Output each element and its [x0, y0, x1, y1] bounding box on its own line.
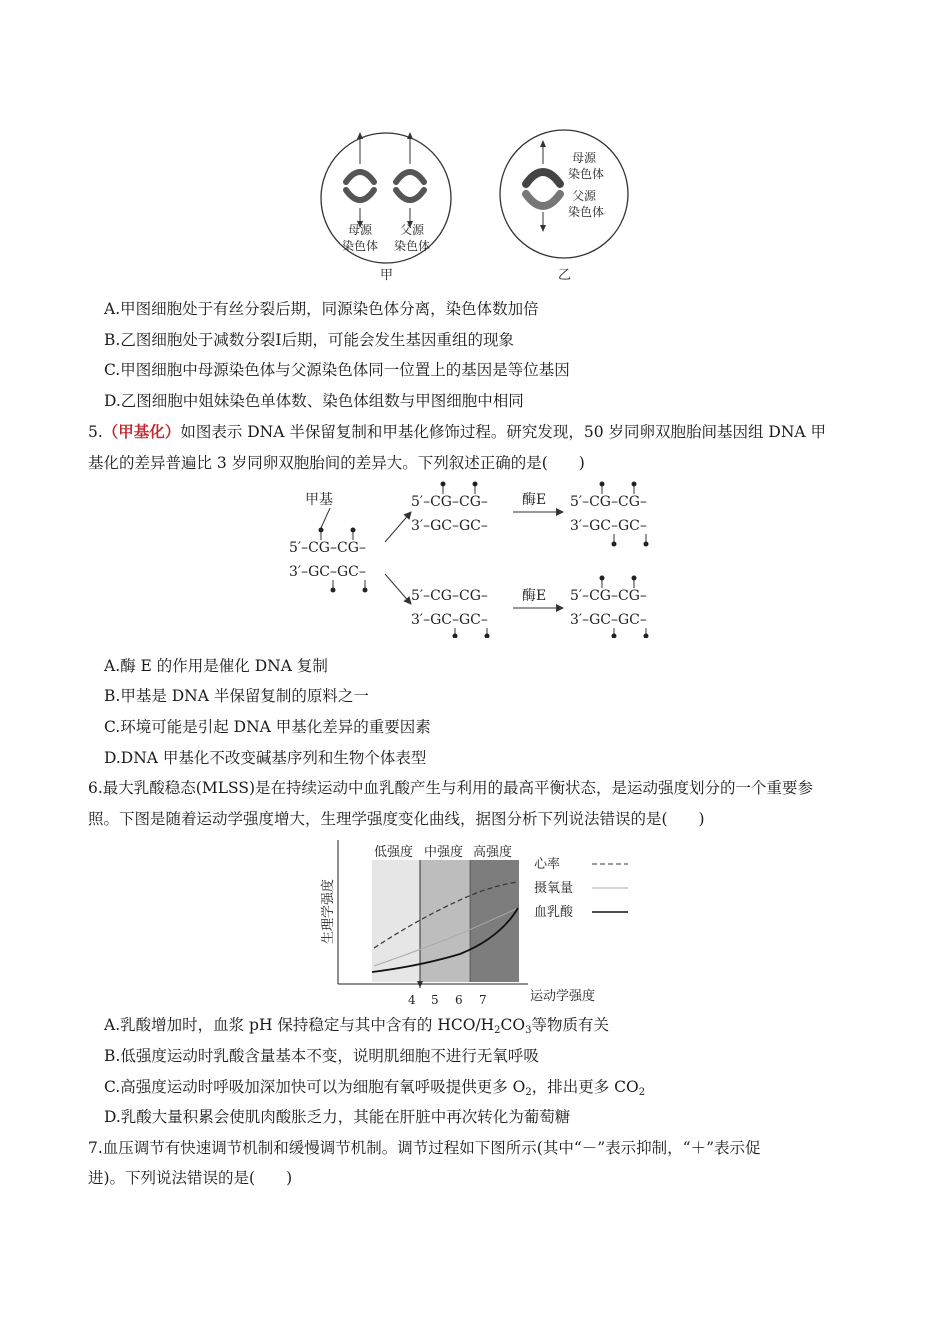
enzyme-label-bottom: 酶E	[522, 588, 547, 604]
q6-option-c-sub1: 2	[525, 1087, 532, 1098]
q6-option-c	[104, 1075, 645, 1098]
q7-stem-line2: 进)。下列说法错误的是( )	[88, 1169, 293, 1187]
yi-label: 乙	[558, 268, 572, 283]
methyl-label: 甲基	[305, 492, 333, 508]
yi-paternal-label-1: 父源	[572, 189, 597, 203]
top-daughter-strand-5: 5′–CG–CG–	[411, 494, 488, 510]
legend-oxygen-uptake: 摄氧量	[534, 881, 574, 896]
cell-jia	[321, 133, 451, 263]
q6-option-c-text2: ，排出更多 CO	[531, 1078, 639, 1096]
q6-option-c-text1: C.高强度运动时呼吸加深加快可以为细胞有氧呼吸提供更多 O	[104, 1078, 526, 1096]
yi-paternal-label-2: 染色体	[568, 205, 605, 219]
cell-division-figure	[318, 124, 638, 289]
bottom-product-strand-3: 3′–GC–GC–	[570, 612, 647, 628]
bottom-daughter-strand-5: 5′–CG–CG–	[411, 588, 488, 604]
legend-heart-rate: 心率	[534, 857, 561, 872]
q5-number: 5.	[88, 423, 103, 441]
jia-paternal-label-1: 父源	[400, 223, 425, 237]
q5-topic-tag: （甲基化）	[102, 422, 181, 441]
enzyme-label-top: 酶E	[522, 492, 547, 508]
x-tick-5: 5	[431, 993, 439, 1007]
q5-stem-text: 如图表示 DNA 半保留复制和甲基化修饰过程。研究发现，50 岁同卵双胞胎间基因组 DNA 甲	[180, 423, 827, 441]
q6-stem-line2: 照。下图是随着运动学强度增大，生理学强度变化曲线，据图分析下列说法错误的是( )	[88, 810, 705, 828]
yi-maternal-label-1: 母源	[572, 151, 597, 165]
y-axis-label: 生理学强度	[321, 878, 336, 944]
x-tick-6: 6	[455, 993, 463, 1007]
zone-label-high: 高强度	[473, 845, 513, 860]
q5-stem-line1	[88, 420, 826, 442]
q6-option-b: B.低强度运动时乳酸含量基本不变，说明肌细胞不进行无氧呼吸	[104, 1047, 539, 1065]
parent-strand-5: 5′–CG–CG–	[289, 540, 366, 556]
q5-option-c: C.环境可能是引起 DNA 甲基化差异的重要因素	[104, 718, 431, 736]
bottom-product-strand-5: 5′–CG–CG–	[570, 588, 647, 604]
x-axis-label: 运动学强度	[530, 989, 596, 1004]
q6-option-a-text1: A.乳酸增加时，血浆 pH 保持稳定与其中含有的 HCO/H	[104, 1016, 495, 1034]
zone-label-low: 低强度	[374, 845, 414, 860]
q7-stem-line1: 7.血压调节有快速调节机制和缓慢调节机制。调节过程如下图所示(其中“－”表示抑制，“＋”表示促	[88, 1139, 761, 1157]
zone-high	[470, 860, 519, 982]
jia-maternal-label-2: 染色体	[342, 239, 379, 253]
q5-option-b: B.甲基是 DNA 半保留复制的原料之一	[104, 687, 369, 705]
top-product-strand-3: 3′–GC–GC–	[570, 518, 647, 534]
q6-option-d: D.乳酸大量积累会使肌肉酸胀乏力，其能在肝脏中再次转化为葡萄糖	[104, 1108, 571, 1126]
q4-option-a: A.甲图细胞处于有丝分裂后期，同源染色体分离，染色体数加倍	[104, 300, 539, 318]
q6-option-a-text2: CO	[500, 1016, 526, 1034]
top-product-strand-5: 5′–CG–CG–	[570, 494, 647, 510]
jia-paternal-label-2: 染色体	[394, 239, 431, 253]
q4-option-c: C.甲图细胞中母源染色体与父源染色体同一位置上的基因是等位基因	[104, 361, 570, 379]
legend-blood-lactate: 血乳酸	[534, 905, 574, 920]
q6-option-a-sub1: 2	[494, 1025, 501, 1036]
q6-option-a-sub2: 3	[525, 1025, 532, 1036]
q6-option-c-sub2: 2	[638, 1087, 646, 1098]
q6-option-a-text3: 等物质有关	[531, 1016, 610, 1034]
x-tick-7: 7	[479, 993, 487, 1007]
top-daughter-strand-3: 3′–GC–GC–	[411, 518, 488, 534]
jia-label: 甲	[380, 268, 394, 283]
q6-option-a	[104, 1013, 609, 1036]
exercise-intensity-chart	[310, 838, 630, 1008]
q5-stem-line2: 基化的差异普遍比 3 岁同卵双胞胎间的差异大。下列叙述正确的是( )	[88, 454, 585, 472]
zone-mid	[420, 860, 470, 982]
yi-maternal-label-2: 染色体	[568, 167, 605, 181]
jia-maternal-label-1: 母源	[348, 223, 373, 237]
q6-stem-line1: 6.最大乳酸稳态(MLSS)是在持续运动中血乳酸产生与利用的最高平衡状态，是运动强度划分的一个重要参	[88, 779, 814, 797]
q5-option-d: D.DNA 甲基化不改变碱基序列和生物个体表型	[104, 749, 427, 767]
x-tick-4: 4	[408, 993, 416, 1007]
dna-methylation-figure	[285, 478, 675, 638]
bottom-daughter-strand-3: 3′–GC–GC–	[411, 612, 488, 628]
q4-option-d: D.乙图细胞中姐妹染色单体数、染色体组数与甲图细胞中相同	[104, 392, 524, 410]
q5-option-a: A.酶 E 的作用是催化 DNA 复制	[104, 657, 328, 675]
q4-option-b: B.乙图细胞处于减数分裂Ⅰ后期，可能会发生基因重组的现象	[104, 331, 514, 349]
parent-strand-3: 3′–GC–GC–	[289, 564, 366, 580]
zone-label-mid: 中强度	[424, 845, 464, 860]
